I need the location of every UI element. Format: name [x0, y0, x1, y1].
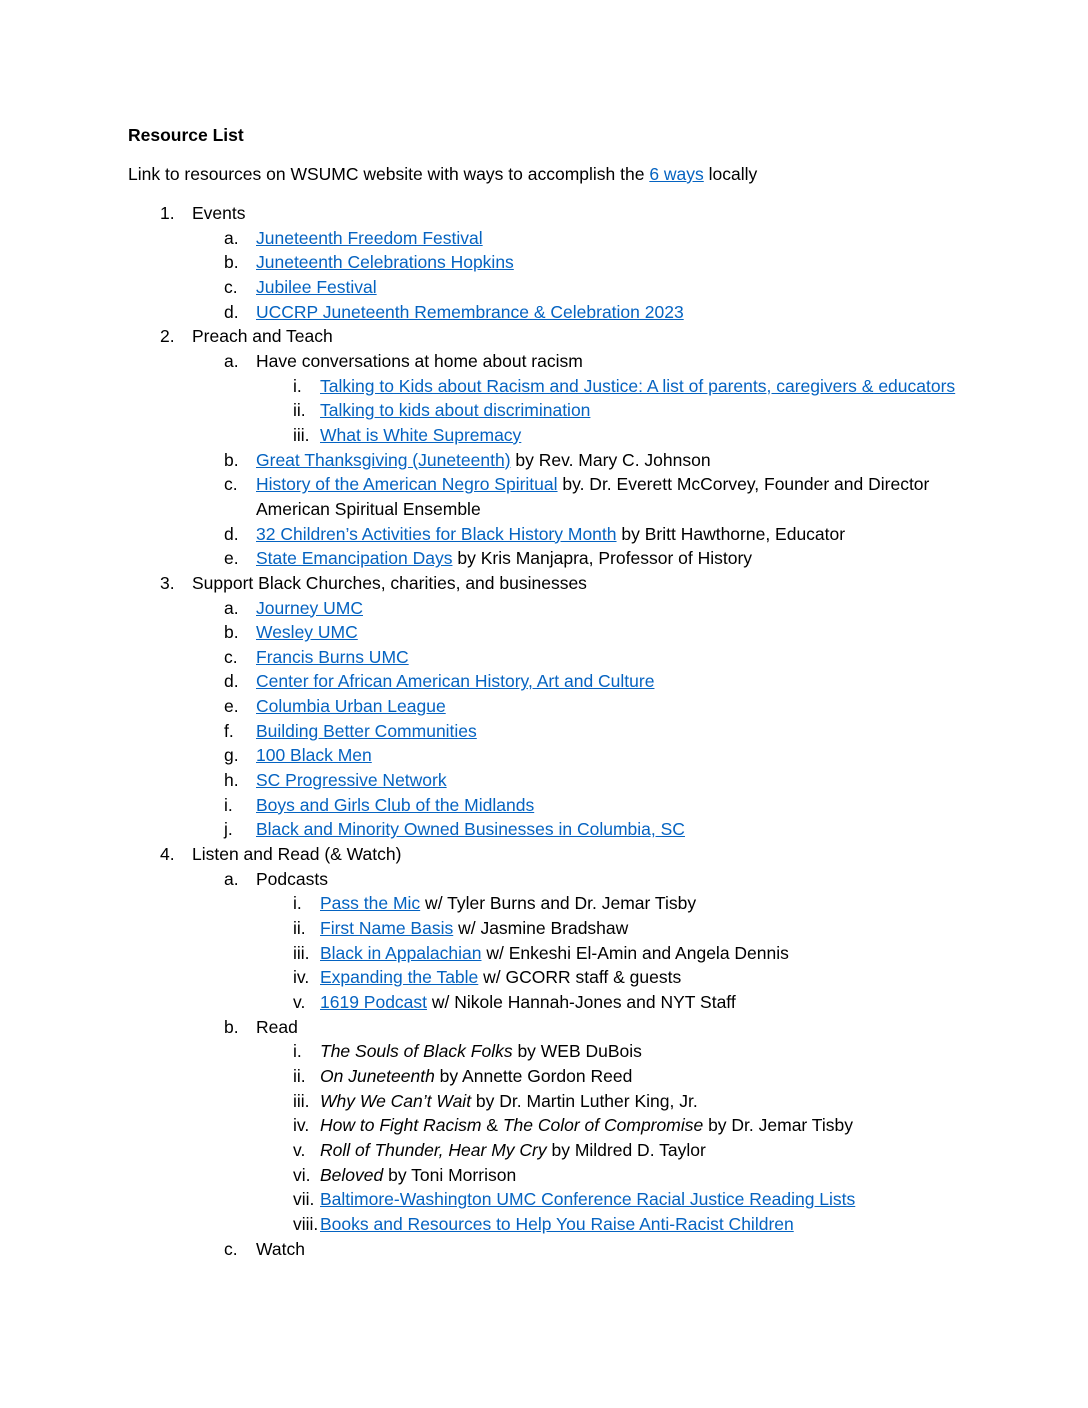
list-item-text — [320, 990, 736, 1015]
list-item — [0, 423, 1088, 448]
item-text: by Dr. Martin Luther King, Jr. — [471, 1090, 698, 1111]
list-item — [0, 669, 1088, 694]
list-item — [0, 842, 1088, 867]
item-text: American Spiritual Ensemble — [256, 498, 481, 519]
list-marker: a. — [224, 868, 239, 889]
list-item-text — [256, 719, 477, 744]
list-item-text — [256, 1237, 305, 1262]
resource-link[interactable]: Black and Minority Owned Businesses in Columbia, SC — [256, 819, 685, 840]
resource-link[interactable]: Books and Resources to Help You Raise Anti-Racist Children — [320, 1213, 794, 1234]
list-item-text — [256, 596, 363, 621]
list-item — [0, 891, 1088, 916]
list-marker: d. — [224, 523, 239, 544]
list-item — [0, 694, 1088, 719]
list-marker: vi. — [293, 1164, 311, 1185]
list-item-text — [192, 842, 401, 867]
list-marker: c. — [224, 276, 238, 297]
list-item-text — [256, 793, 534, 818]
list-marker: 1. — [160, 203, 175, 223]
list-item — [0, 965, 1088, 990]
list-marker: iii. — [293, 424, 310, 445]
book-title: The Color of Compromise — [502, 1115, 704, 1136]
item-text: w/ Enkeshi El-Amin and Angela Dennis — [481, 942, 789, 963]
list-item — [0, 1187, 1088, 1212]
list-marker: 2. — [160, 326, 175, 347]
list-item — [0, 275, 1088, 300]
list-marker: d. — [224, 671, 239, 692]
list-marker: i. — [293, 375, 302, 396]
list-marker: ii. — [293, 1065, 306, 1086]
list-item-text — [256, 645, 409, 670]
list-marker: e. — [224, 696, 239, 717]
list-item-text — [320, 374, 955, 399]
item-text: by Toni Morrison — [383, 1164, 517, 1185]
item-text: Podcasts — [256, 868, 328, 889]
list-item-text — [256, 522, 845, 547]
list-marker: b. — [224, 622, 239, 643]
list-item — [0, 916, 1088, 941]
list-marker: vii. — [293, 1189, 315, 1210]
item-text: w/ Nikole Hannah-Jones and NYT Staff — [427, 992, 736, 1012]
resource-link[interactable]: UCCRP Juneteenth Remembrance & Celebration 2023 — [256, 301, 684, 322]
item-text: Preach and Teach — [192, 326, 333, 347]
list-marker: iv. — [293, 1115, 310, 1136]
list-item — [0, 596, 1088, 621]
list-item — [0, 226, 1088, 251]
list-marker: e. — [224, 548, 239, 569]
list-marker: ii. — [293, 400, 306, 421]
intro-text-end: locally — [703, 164, 758, 184]
item-text: w/ Jasmine Bradshaw — [453, 918, 629, 939]
resource-link[interactable]: SC Progressive Network — [256, 770, 447, 791]
list-item — [0, 571, 1088, 596]
book-title: How to Fight Racism — [320, 1115, 482, 1136]
item-text: by Kris Manjapra, Professor of History — [452, 548, 753, 569]
book-title: Beloved — [320, 1164, 384, 1185]
list-item-text — [320, 1163, 516, 1188]
list-marker: iii. — [293, 1090, 310, 1111]
list-item — [0, 817, 1088, 842]
list-marker: f. — [224, 720, 234, 741]
list-item-text — [256, 669, 654, 694]
list-item-continuation — [0, 497, 1088, 522]
resource-outline — [0, 201, 1088, 1261]
list-marker: d. — [224, 301, 239, 322]
list-marker: v. — [293, 1139, 306, 1160]
list-marker: c. — [224, 1238, 238, 1259]
intro-paragraph — [128, 164, 757, 185]
book-title: The Souls of Black Folks — [320, 1041, 513, 1062]
item-text: by WEB DuBois — [512, 1041, 642, 1062]
list-item — [0, 990, 1088, 1015]
book-title: Why We Can’t Wait — [320, 1090, 472, 1111]
resource-link[interactable]: History of the American Negro Spiritual — [256, 474, 558, 495]
resource-link[interactable]: Jubilee Festival — [256, 276, 377, 297]
list-item — [0, 522, 1088, 547]
list-item-text — [256, 250, 514, 275]
resource-link[interactable]: Center for African American History, Art and Culture — [256, 671, 655, 692]
list-marker: a. — [224, 227, 239, 248]
resource-link[interactable]: Journey UMC — [256, 597, 363, 618]
list-item-text — [256, 448, 711, 473]
list-marker: 3. — [160, 572, 175, 593]
item-text: w/ GCORR staff & guests — [478, 967, 682, 988]
list-marker: g. — [224, 745, 239, 766]
item-text: by Annette Gordon Reed — [434, 1065, 633, 1086]
item-text: Have conversations at home about racism — [256, 350, 583, 371]
list-item — [0, 1212, 1088, 1237]
list-item — [0, 645, 1088, 670]
resource-link[interactable]: 1619 Podcast — [320, 992, 428, 1012]
list-marker: b. — [224, 449, 239, 470]
list-marker: ii. — [293, 918, 306, 939]
list-item — [0, 941, 1088, 966]
list-item — [0, 472, 1088, 497]
item-text: Listen and Read (& Watch) — [192, 844, 402, 865]
list-marker: i. — [224, 794, 233, 815]
list-item — [0, 1163, 1088, 1188]
list-item-text — [256, 694, 446, 719]
list-item-text — [320, 916, 628, 941]
list-item-text — [256, 226, 483, 251]
list-marker: iv. — [293, 967, 310, 988]
list-item-text — [320, 1113, 853, 1138]
list-item — [0, 743, 1088, 768]
list-item — [0, 793, 1088, 818]
list-marker: viii. — [293, 1213, 319, 1234]
list-item — [0, 867, 1088, 892]
list-marker: i. — [293, 893, 302, 914]
list-marker: a. — [224, 597, 239, 618]
resource-link[interactable]: Francis Burns UMC — [256, 646, 409, 667]
list-item — [0, 324, 1088, 349]
list-item — [0, 1064, 1088, 1089]
list-marker: i. — [293, 1041, 302, 1062]
list-item-text — [320, 1138, 706, 1163]
item-text: w/ Tyler Burns and Dr. Jemar Tisby — [420, 893, 697, 914]
list-item — [0, 448, 1088, 473]
list-item-text — [320, 1187, 855, 1212]
list-item — [0, 546, 1088, 571]
list-item — [0, 1138, 1088, 1163]
list-item-text — [320, 1089, 698, 1114]
list-item — [0, 1039, 1088, 1064]
list-marker: c. — [224, 646, 238, 667]
resource-link[interactable]: Juneteenth Freedom Festival — [256, 227, 483, 248]
item-text: Read — [256, 1016, 298, 1037]
list-item — [0, 201, 1088, 226]
list-marker: b. — [224, 252, 239, 273]
item-text: Events — [192, 203, 246, 223]
resource-link[interactable]: Boys and Girls Club of the Midlands — [256, 794, 535, 815]
resource-link[interactable]: First Name Basis — [320, 918, 454, 939]
item-text: by Dr. Jemar Tisby — [703, 1115, 853, 1136]
list-item-text — [320, 891, 696, 916]
list-item-text — [320, 965, 681, 990]
list-item-text — [320, 398, 590, 423]
list-item-text — [256, 497, 481, 522]
resource-link[interactable]: What is White Supremacy — [320, 424, 522, 445]
list-item-text — [256, 620, 358, 645]
list-item-text — [256, 349, 583, 374]
resource-link[interactable]: Wesley UMC — [256, 622, 358, 643]
list-item-text — [256, 275, 377, 300]
resource-link[interactable]: Columbia Urban League — [256, 696, 446, 717]
item-text: Watch — [256, 1238, 305, 1259]
item-text: by Britt Hawthorne, Educator — [616, 523, 846, 544]
list-item-text — [320, 1064, 632, 1089]
resource-link[interactable]: Juneteenth Celebrations Hopkins — [256, 252, 514, 273]
resource-link[interactable]: Talking to Kids about Racism and Justice: A list of parents, caregivers & educators — [320, 375, 956, 396]
list-item-text — [256, 300, 684, 325]
resource-link[interactable]: Great Thanksgiving (Juneteenth) — [256, 449, 511, 470]
resource-link[interactable]: Building Better Communities — [256, 720, 477, 741]
resource-link[interactable]: State Emancipation Days — [256, 548, 453, 569]
page-title: Resource List — [128, 125, 244, 145]
list-item-text — [192, 571, 587, 596]
list-item — [0, 374, 1088, 399]
list-marker: iii. — [293, 942, 310, 963]
list-item-text — [320, 1212, 794, 1237]
resource-link[interactable]: 32 Children’s Activities for Black History Month — [256, 523, 617, 544]
resource-link[interactable]: Pass the Mic — [320, 893, 421, 914]
six-ways-link[interactable]: 6 ways — [649, 164, 704, 184]
list-marker: a. — [224, 350, 239, 371]
list-item — [0, 1113, 1088, 1138]
resource-link[interactable]: 100 Black Men — [256, 745, 372, 766]
list-item — [0, 719, 1088, 744]
list-marker: h. — [224, 770, 239, 791]
list-item — [0, 768, 1088, 793]
list-item-text — [256, 867, 328, 892]
list-marker: v. — [293, 992, 306, 1012]
list-item — [0, 398, 1088, 423]
resource-link[interactable]: Black in Appalachian — [320, 942, 482, 963]
list-item-text — [320, 1039, 642, 1064]
list-item — [0, 349, 1088, 374]
book-title: Roll of Thunder, Hear My Cry — [320, 1139, 547, 1160]
list-item-text — [320, 423, 521, 448]
item-text: & — [481, 1115, 503, 1136]
list-marker: b. — [224, 1016, 239, 1037]
list-item-text — [192, 324, 333, 349]
list-marker: j. — [224, 819, 233, 840]
list-item — [0, 1015, 1088, 1040]
list-item-text — [256, 743, 372, 768]
list-item-text — [256, 768, 447, 793]
item-text: by. Dr. Everett McCorvey, Founder and Director — [557, 474, 930, 495]
intro-text: Link to resources on WSUMC website with ways to accomplish the — [128, 164, 650, 184]
list-item — [0, 1237, 1088, 1262]
list-item-text — [192, 201, 246, 226]
resource-link[interactable]: Expanding the Table — [320, 967, 479, 988]
list-marker: 4. — [160, 844, 175, 865]
list-item — [0, 300, 1088, 325]
list-item — [0, 250, 1088, 275]
resource-link[interactable]: Baltimore-Washington UMC Conference Racial Justice Reading Lists — [320, 1189, 856, 1210]
list-item-text — [256, 472, 929, 497]
list-item — [0, 1089, 1088, 1114]
list-item-text — [256, 546, 752, 571]
list-item — [0, 620, 1088, 645]
item-text: Support Black Churches, charities, and businesses — [192, 572, 587, 593]
book-title: On Juneteenth — [320, 1065, 435, 1086]
list-item-text — [320, 941, 789, 966]
resource-link[interactable]: Talking to kids about discrimination — [320, 400, 591, 421]
list-marker: c. — [224, 474, 238, 495]
item-text: by Rev. Mary C. Johnson — [510, 449, 711, 470]
list-item-text — [256, 1015, 298, 1040]
item-text: by Mildred D. Taylor — [546, 1139, 706, 1160]
list-item-text — [256, 817, 685, 842]
